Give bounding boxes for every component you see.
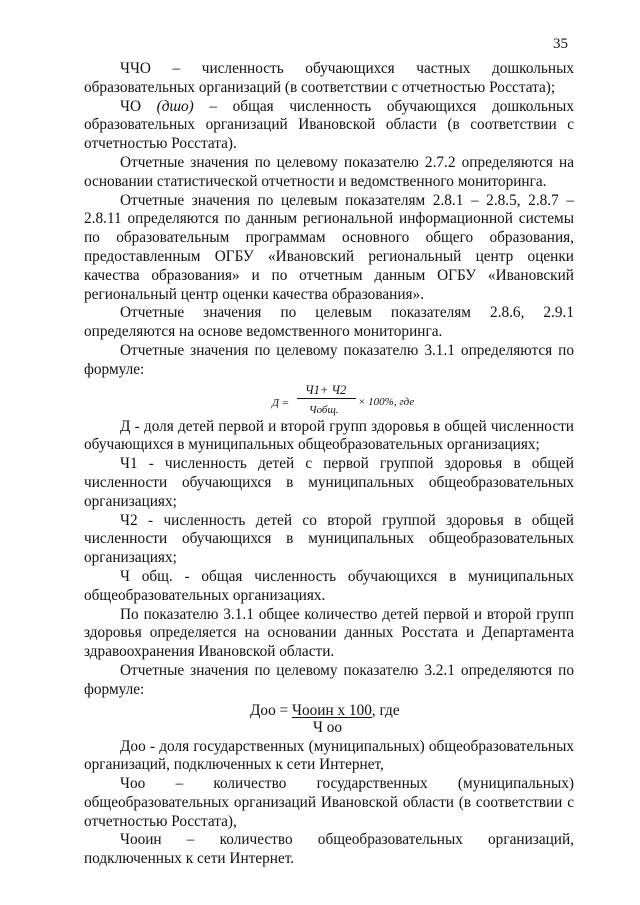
- paragraph-indicators-2-8-6: Отчетные значения по целевым показателям 2.8.6, 2.9.1 определяются на основе ведомственного мониторинга.: [84, 304, 574, 341]
- formula2-numerator-line: [250, 702, 400, 721]
- paragraph-indicator-2-7-2: Отчетные значения по целевому показателю 2.7.2 определяются на основании статистической отчетности и ведомственного мониторинга.: [84, 153, 574, 190]
- paragraph-chooin-definition: Чооин – количество общеобразовательных организаций, подключенных к сети Интернет.: [84, 831, 574, 868]
- paragraph-d-definition: Д - доля детей первой и второй групп здоровья в общей численности обучающихся в муниципальных общеобразовательных организациях;: [84, 417, 574, 454]
- cho-prefix: ЧО: [120, 97, 157, 115]
- formula1-fraction-bar: [297, 398, 356, 399]
- paragraph-indicator-3-1-1-source: По показателю 3.1.1 общее количество детей первой и второй групп здоровья определяется на основании данных Росстата и Департамента здравоохранения Ивановской области.: [84, 605, 574, 661]
- formula-internet-share: [84, 702, 574, 738]
- formula2-lhs: Доо =: [250, 701, 293, 719]
- paragraph-cho-definition: [84, 98, 574, 154]
- formula2-denominator: Ч оо: [313, 718, 343, 736]
- cho-italic-note: (дшо): [156, 97, 194, 115]
- formula2-suffix: , где: [371, 701, 400, 719]
- cho-rest: – общая численность обучающихся дошкольных образовательных организаций Ивановской области (в соответствии с отчетностью Росстата).: [84, 97, 574, 153]
- paragraph-doo-definition: Доо - доля государственных (муниципальных) общеобразовательных организаций, подключенных к сети Интернет,: [84, 737, 574, 774]
- formula1-lhs: Д =: [272, 396, 290, 409]
- paragraph-ch2-definition: Ч2 - численность детей со второй группой здоровья в общей численности обучающихся в муниципальных общеобразовательных организациях;: [84, 511, 574, 567]
- paragraph-chcho-definition: ЧЧО – численность обучающихся частных дошкольных образовательных организаций (в соответствии с отчетностью Росстата);: [84, 60, 574, 96]
- paragraph-indicator-3-1-1: Отчетные значения по целевому показателю 3.1.1 определяются по формуле:: [84, 341, 574, 378]
- document-body: [84, 60, 574, 869]
- formula2-numerator: Чооин х 100: [292, 701, 372, 719]
- page-number: 35: [553, 36, 568, 52]
- paragraph-chobsh-definition: Ч общ. - общая численность обучающихся в муниципальных общеобразовательных организациях.: [84, 567, 574, 604]
- formula1-numerator: Ч1+ Ч2: [305, 382, 347, 397]
- formula1-denominator: Чобщ.: [309, 403, 339, 416]
- paragraph-indicator-3-2-1: Отчетные значения по целевому показателю 3.2.1 определяются по формуле:: [84, 661, 574, 698]
- paragraph-choo-definition: Чоо – количество государственных (муниципальных) общеобразовательных организаций Ивановской области (в соответствии с отчетностью Росстата),: [84, 775, 574, 830]
- formula-health-groups: [84, 380, 574, 418]
- paragraph-ch1-definition: Ч1 - численность детей с первой группой здоровья в общей численности обучающихся в муниципальных общеобразовательных организациях;: [84, 455, 574, 510]
- formula1-rest: × 100%, где: [358, 395, 415, 408]
- paragraph-indicators-2-8: Отчетные значения по целевым показателям 2.8.1 – 2.8.5, 2.8.7 – 2.8.11 определяются по данным региональной информационной системы по образовательным программам основного общего образования, предоставленным ОГБУ «Ивановский региональный центр оценки качества образования» и по отчетным данным ОГБУ «Ивановский региональный центр оценки качества образования».: [84, 191, 574, 303]
